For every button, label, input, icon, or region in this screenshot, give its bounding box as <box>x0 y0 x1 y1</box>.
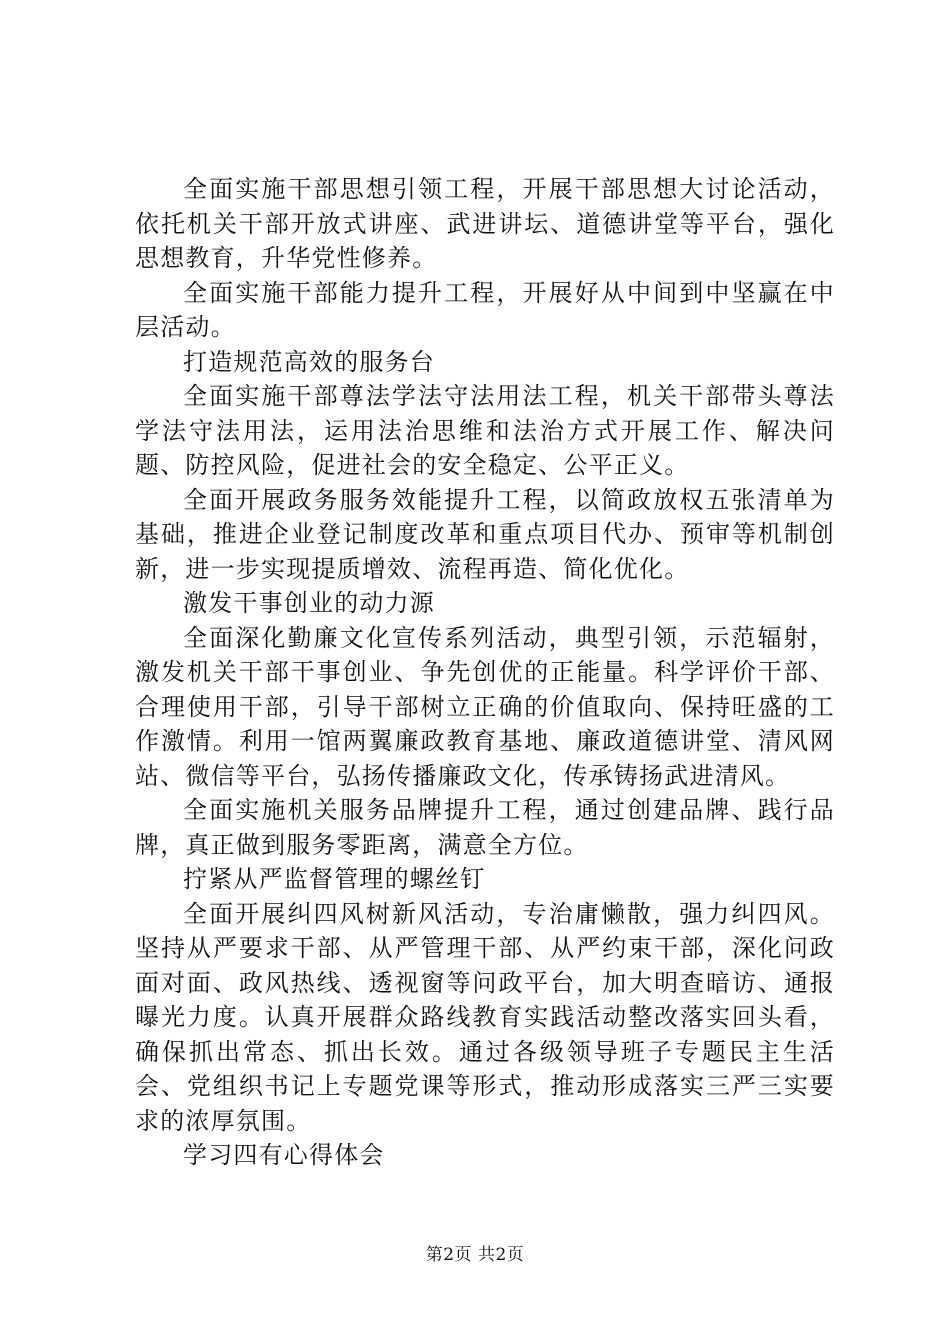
paragraph-service-efficiency: 全面开展政务服务效能提升工程，以简政放权五张清单为基础，推进企业登记制度改革和重点项目代办、预审等机制创新，进一步实现提质增效、流程再造、简化优化。 <box>135 485 835 583</box>
section-heading-supervision: 拧紧从严监督管理的螺丝钉 <box>183 865 486 893</box>
paragraph-cadre-ability: 全面实施干部能力提升工程，开展好从中间到中坚赢在中层活动。 <box>135 278 835 341</box>
page-number-footer: 第2页 共2页 <box>425 1245 525 1265</box>
paragraph-four-styles: 全面开展纠四风树新风活动，专治庸懒散，强力纠四风。坚持从严要求干部、从严管理干部、从严约束干部，深化问政面对面、政风热线、透视窗等问政平台，加大明查暗访、通报曝光力度。认真开展群众路线教育实践活动整改落实回头看，确保抓出常态、抓出长效。通过各级领导班子专题民主生活会、党组织书记上专题党课等形式，推动形成落实三严三实要求的浓厚氛围。 <box>135 899 835 1135</box>
document-body <box>135 172 835 1173</box>
paragraph-cadre-thought: 全面实施干部思想引领工程，开展干部思想大讨论活动，依托机关干部开放式讲座、武进讲坛、道德讲堂等平台，强化思想教育，升华党性修养。 <box>135 175 835 272</box>
paragraph-service-brand: 全面实施机关服务品牌提升工程，通过创建品牌、践行品牌，真正做到服务零距离，满意全方位。 <box>135 796 835 859</box>
paragraph-rule-of-law: 全面实施干部尊法学法守法用法工程，机关干部带头尊法学法守法用法，运用法治思维和法治方式开展工作、解决问题、防控风险，促进社会的安全稳定、公平正义。 <box>135 382 835 479</box>
section-heading-study: 学习四有心得体会 <box>183 1141 385 1169</box>
paragraph-integrity-culture: 全面深化勤廉文化宣传系列活动，典型引领，示范辐射，激发机关干部干事创业、争先创优的正能量。科学评价干部、合理使用干部，引导干部树立正确的价值取向、保持旺盛的工作激情。利用一馆两翼廉政教育基地、廉政道德讲堂、清风网站、微信等平台，弘扬传播廉政文化，传承铸扬武进清风。 <box>135 623 835 790</box>
section-heading-service-desk: 打造规范高效的服务台 <box>183 347 435 376</box>
section-heading-motivation: 激发干事创业的动力源 <box>183 589 435 617</box>
